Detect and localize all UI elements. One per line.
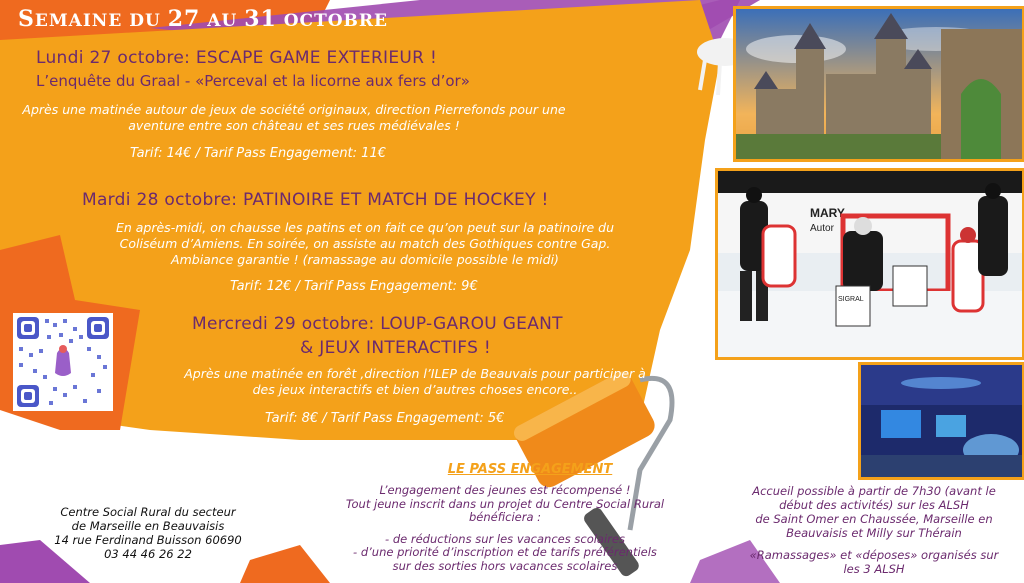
- pass-line-2: Tout jeune inscrit dans un projet du Centre Social Rural: [345, 496, 665, 511]
- pass-title: LE PASS ENGAGEMENT: [447, 462, 613, 477]
- address-block: [38, 505, 258, 561]
- hockey-pad-text: SIGRAL: [838, 296, 864, 303]
- event-1-description: Après une matinée autour de jeux de société originaux, direction Pierrefonds pour une aventure entre son château et ses rues médiévales !: [22, 102, 566, 133]
- pass-block: [335, 484, 675, 573]
- castle-photo: [733, 6, 1024, 162]
- pass-line-1: L’engagement des jeunes est récompensé !: [379, 483, 631, 497]
- event-3-title-line1: Mercredi 29 octobre: LOUP-GAROU GEANT: [192, 314, 563, 334]
- accueil-line-3: de Saint Omer en Chaussée, Marseille en: [755, 512, 993, 526]
- event-3-title-line2: & JEUX INTERACTIFS !: [300, 338, 491, 358]
- qr-code[interactable]: [13, 313, 113, 411]
- interactive-room-graphic: [861, 365, 1022, 477]
- pass-line-3: bénéficiera :: [468, 510, 542, 524]
- castle-photo-graphic: [736, 9, 1022, 159]
- event-3-tarif: Tarif: 8€ / Tarif Pass Engagement: 5€: [265, 411, 505, 426]
- accueil-line-2: début des activités) sur les ALSH: [779, 498, 969, 512]
- pass-line-6: sur des sorties hors vacances scolaires: [392, 558, 618, 573]
- event-1-title: Lundi 27 octobre: ESCAPE GAME EXTERIEUR !: [36, 48, 438, 68]
- event-1-subtitle: L’enquête du Graal - «Perceval et la licorne aux fers d’or»: [36, 72, 470, 90]
- page-title: SEMAINE DU 27 AU 31 OCTOBRE: [18, 6, 388, 32]
- address-line-3: 14 rue Ferdinand Buisson 60690: [54, 533, 242, 547]
- hockey-board-text: MARY: [810, 206, 845, 220]
- pass-line-5: - d’une priorité d’inscription et de tarifs préférentiels: [353, 545, 657, 559]
- event-1-tarif: Tarif: 14€ / Tarif Pass Engagement: 11€: [130, 146, 386, 161]
- hockey-photo-graphic: [718, 171, 1022, 357]
- event-2-title: Mardi 28 octobre: PATINOIRE ET MATCH DE HOCKEY !: [82, 190, 549, 210]
- accueil-block: [736, 484, 1012, 576]
- qr-code-graphic: [13, 313, 113, 411]
- event-2-description: En après-midi, on chausse les patins et on fait ce qu’on peut sur la patinoire du Coliséum d’Amiens. En soirée, on assiste au match des Gothiques contre Gap. Ambiance garantie ! (ramassage au domicile possible le midi): [115, 220, 615, 267]
- interactive-room-photo: [858, 362, 1024, 480]
- accueil-line-4: Beauvaisis et Milly sur Thérain: [786, 526, 962, 540]
- address-line-1: Centre Social Rural du secteur: [60, 505, 236, 519]
- accueil-line-5: «Ramassages» et «déposes» organisés sur: [749, 548, 999, 562]
- address-phone: 03 44 46 26 22: [104, 547, 192, 561]
- hockey-photo: [715, 168, 1024, 360]
- accueil-line-6: les 3 ALSH: [843, 562, 905, 576]
- accueil-spacer: [736, 540, 1012, 548]
- pass-line-4: - de réductions sur les vacances scolaires: [385, 531, 625, 546]
- accueil-line-1: Accueil possible à partir de 7h30 (avant le: [752, 484, 996, 498]
- event-3-description: Après une matinée en forêt ,direction l’ILEP de Beauvais pour participer à des jeux interactifs et bien d’autres choses encore..: [184, 366, 646, 397]
- address-line-2: de Marseille en Beauvaisis: [71, 519, 225, 533]
- event-2-tarif: Tarif: 12€ / Tarif Pass Engagement: 9€: [230, 279, 478, 294]
- hockey-board-subtext: Autor: [810, 223, 834, 234]
